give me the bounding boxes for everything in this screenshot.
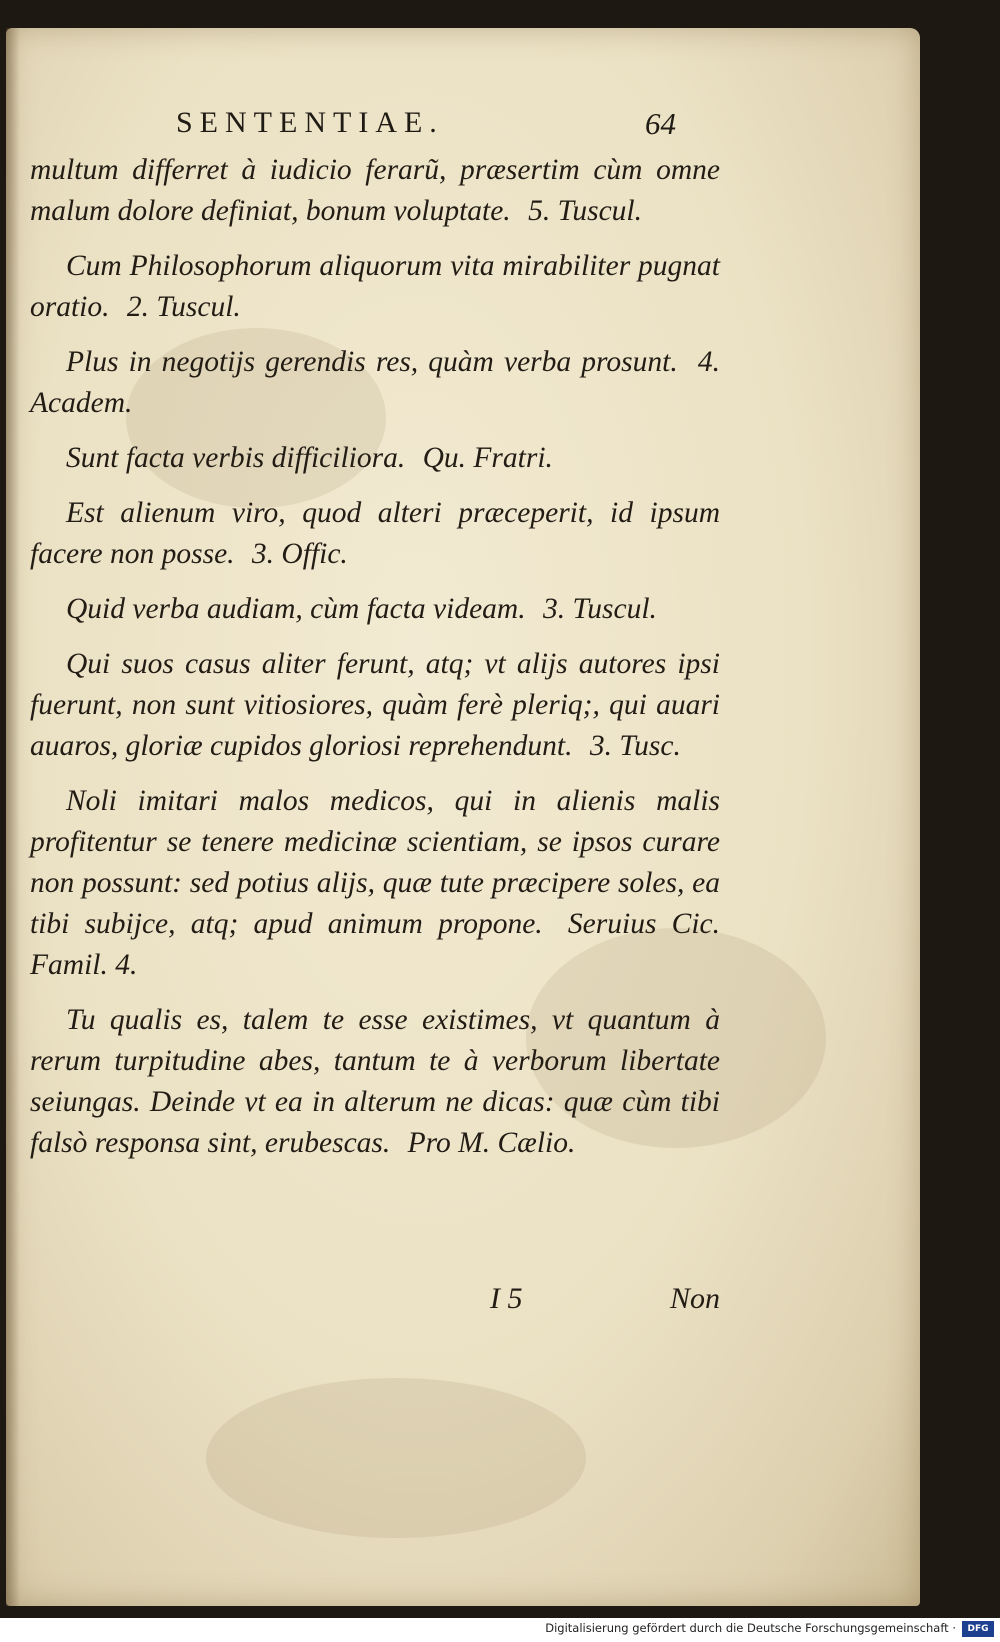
sentence-text: Est alienum viro, quod alteri præceperit, id ipsum facere non posse. [30,497,720,570]
sentence-paragraph [30,1000,720,1164]
sentence-paragraph [30,493,720,575]
sentence-text: Tu qualis es, talem te esse existimes, vt quantum à rerum turpitudine abes, tantum te à verborum libertate seiungas. Deinde vt ea in alterum ne dicas: quæ cùm tibi falsò responsa sint, erubescas. [30,1004,720,1159]
sentence-paragraph [30,589,720,630]
main-text [30,150,720,1178]
catchword: Non [669,1282,720,1315]
sentence-text: multum differret à iudicio ferarũ, præsertim cùm omne malum dolore definiat, bonum voluptate. [30,154,720,227]
sentence-source: 3. Tuscul. [543,593,657,625]
sentence-paragraph [30,150,720,232]
sentence-paragraph [30,246,720,328]
sentence-paragraph [30,781,720,986]
funding-credit: Digitalisierung gefördert durch die Deutsche Forschungsgemeinschaft · [545,1621,956,1635]
sentence-text: Noli imitari malos medicos, qui in alienis malis profitentur se tenere medicinæ scientiam, se ipsos curare non possunt: sed potius alijs, quæ tute præcipere soles, ea tibi subijce, atq; apud animum propone. [30,785,720,940]
sentence-source: Seruius Cic. Famil. 4. [30,908,721,981]
sentence-source: 4. Academ. [30,346,721,419]
sentence-paragraph [30,438,720,479]
sentence-source: 3. Offic. [251,538,348,570]
page-number: 64 [645,106,676,141]
signature-mark: I 5 [490,1282,523,1315]
sentence-source: Qu. Fratri. [422,442,553,474]
digitization-footer [0,1618,1000,1642]
gutter-shadow [6,28,20,1606]
sentence-source: 5. Tuscul. [528,195,642,227]
paper-stain [206,1378,586,1538]
sentence-text: Quid verba audiam, cùm facta videam. [66,593,526,625]
sentence-paragraph [30,342,720,424]
sentence-text: Qui suos casus aliter ferunt, atq; vt alijs autores ipsi fuerunt, non sunt vitiosiores, quàm ferè pleriq;, qui auari auaros, gloriæ cupidos gloriosi reprehendunt. [30,648,720,762]
sentence-source: 2. Tuscul. [126,291,241,323]
sentence-source: 3. Tusc. [589,730,681,762]
sentence-text: Plus in negotijs gerendis res, quàm verba prosunt. [66,346,678,378]
sentence-text: Cum Philosophorum aliquorum vita mirabiliter pugnat oratio. [30,250,720,323]
sentence-source: Pro M. Cælio. [407,1127,576,1159]
running-head: SENTENTIAE. [176,106,444,139]
dfg-logo: DFG [962,1621,994,1637]
sentence-paragraph [30,644,720,767]
sentence-text: Sunt facta verbis difficiliora. [66,442,406,474]
